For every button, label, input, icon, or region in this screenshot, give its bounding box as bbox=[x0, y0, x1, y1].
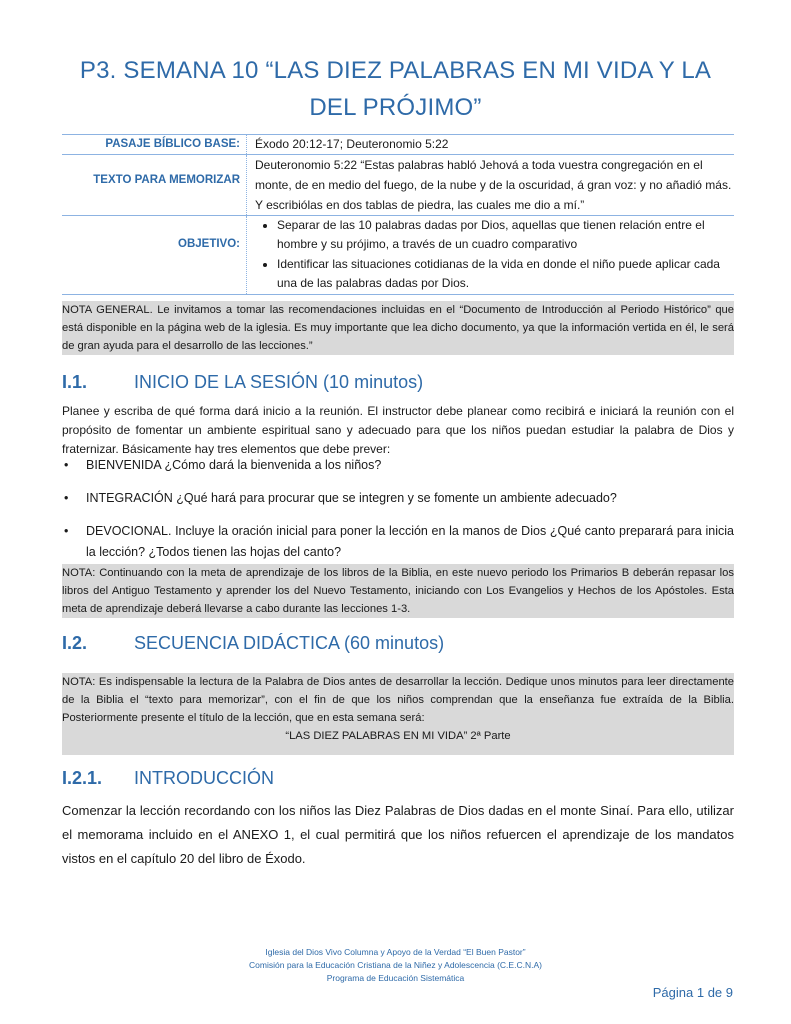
nota-secuencia-text: NOTA: Es indispensable la lectura de la Palabra de Dios antes de desarrollar la lección. Dedique unos minutos para leer directamente de la Biblia el “texto para memorizar”, con el fin de que los niños comprendan que la enseñanza fue extraída de la Biblia. Posteriormente presente el título de la lección, que en esta semana será: bbox=[62, 676, 734, 724]
objetivo-item: • Separar de las 10 palabras dadas por Dios, aquellas que tienen relación entre el hombre y su prójimo, a través de un cuadro comparativo bbox=[277, 216, 734, 254]
section-number: I.2.1. bbox=[62, 768, 103, 788]
lesson-title: “LAS DIEZ PALABRAS EN MI VIDA” 2ª Parte bbox=[285, 730, 511, 742]
pasaje-value: Éxodo 20:12-17; Deuteronomio 5:22 bbox=[255, 137, 449, 151]
lesson-info-table bbox=[62, 134, 734, 295]
session-elements-list bbox=[62, 455, 734, 575]
section-title: INTRODUCCIÓN bbox=[134, 768, 274, 788]
section-intro-text: Planee y escriba de qué forma dará inicio a la reunión. El instructor debe planear como recibirá e iniciará la reunión con el propósito de fomentar un ambiente espiritual sano y adecuado para que los niños puedan estudiar la palabra de Dios y fraternizar. Básicamente hay tres elementos que debe prever: bbox=[62, 404, 734, 456]
nota-secuencia bbox=[62, 673, 734, 755]
objetivo-value bbox=[247, 216, 735, 295]
pasaje-row bbox=[62, 135, 734, 155]
section-title: SECUENCIA DIDÁCTICA (60 minutos) bbox=[134, 633, 445, 653]
footer-line: Iglesia del Dios Vivo Columna y Apoyo de la Verdad “El Buen Pastor” bbox=[265, 947, 526, 957]
section-heading-secuencia bbox=[62, 631, 444, 655]
footer-line: Comisión para la Educación Cristiana de la Niñez y Adolescencia (C.E.C.N.A) bbox=[249, 960, 542, 970]
section-number: I.2. bbox=[62, 633, 88, 653]
page-footer bbox=[60, 946, 731, 985]
pasaje-label: PASAJE BÍBLICO BASE: bbox=[62, 135, 247, 155]
page-title-line1: P3. SEMANA 10 “LAS DIEZ PALABRAS EN MI VIDA Y LA bbox=[79, 57, 712, 84]
nota-general: NOTA GENERAL. Le invitamos a tomar las recomendaciones incluidas en el “Documento de Introducción al Periodo Histórico” que está disponible en la página web de la iglesia. Es muy importante que lea dicho documento, ya que la información vertida en él, le será de gran ayuda para el desarrollo de las lecciones.” bbox=[62, 301, 734, 355]
section-heading-introduccion bbox=[62, 766, 274, 790]
page-number: Página 1 de 9 bbox=[652, 985, 733, 1000]
objetivo-row bbox=[62, 216, 734, 295]
objetivo-label: OBJETIVO: bbox=[62, 216, 247, 295]
list-item: • BIENVENIDA ¿Cómo dará la bienvenida a los niños? bbox=[62, 455, 734, 476]
section-heading-inicio bbox=[62, 370, 423, 394]
page-title bbox=[60, 52, 731, 126]
texto-label: TEXTO PARA MEMORIZAR bbox=[62, 155, 247, 216]
introduccion-text: Comenzar la lección recordando con los niños las Diez Palabras de Dios dadas en el monte Sinaí. Para ello, utilizar el memorama incluido en el ANEXO 1, el cual permitirá que los niños refuercen el aprendizaje de los mandatos vistos en el capítulo 20 del libro de Éxodo. bbox=[62, 803, 734, 866]
objetivo-list bbox=[255, 216, 734, 293]
section-title: INICIO DE LA SESIÓN (10 minutos) bbox=[134, 372, 424, 392]
objetivo-item: • Identificar las situaciones cotidianas de la vida en donde el niño puede aplicar cada una de las palabras dadas por Dios. bbox=[277, 255, 734, 293]
section-number: I.1. bbox=[62, 372, 88, 392]
page-title-line2: DEL PRÓJIMO” bbox=[309, 94, 482, 121]
list-item: • INTEGRACIÓN ¿Qué hará para procurar que se integren y se fomente un ambiente adecuado? bbox=[62, 488, 734, 509]
footer-line: Programa de Educación Sistemática bbox=[326, 973, 465, 983]
nota-primarios: NOTA: Continuando con la meta de aprendizaje de los libros de la Biblia, en este nuevo periodo los Primarios B deberán repasar los libros del Antiguo Testamento y aprender los del Nuevo Testamento, iniciando con Los Evangelios y Hechos de los Apóstoles. Esta meta de aprendizaje deberá llevarse a cabo durante las lecciones 1-3. bbox=[62, 564, 734, 618]
texto-row bbox=[62, 155, 734, 216]
list-item: • DEVOCIONAL. Incluye la oración inicial para poner la lección en la manos de Dios ¿Qué canto preparará para inicia la lección? ¿Todos tienen las hojas del canto? bbox=[62, 521, 734, 563]
texto-value: Deuteronomio 5:22 “Estas palabras habló Jehová a toda vuestra congregación en el monte, de en medio del fuego, de la nube y de la oscuridad, á gran voz: y no añadió más. Y escribiólas en dos tablas de piedra, las cuales me dio a mí.” bbox=[255, 158, 732, 212]
